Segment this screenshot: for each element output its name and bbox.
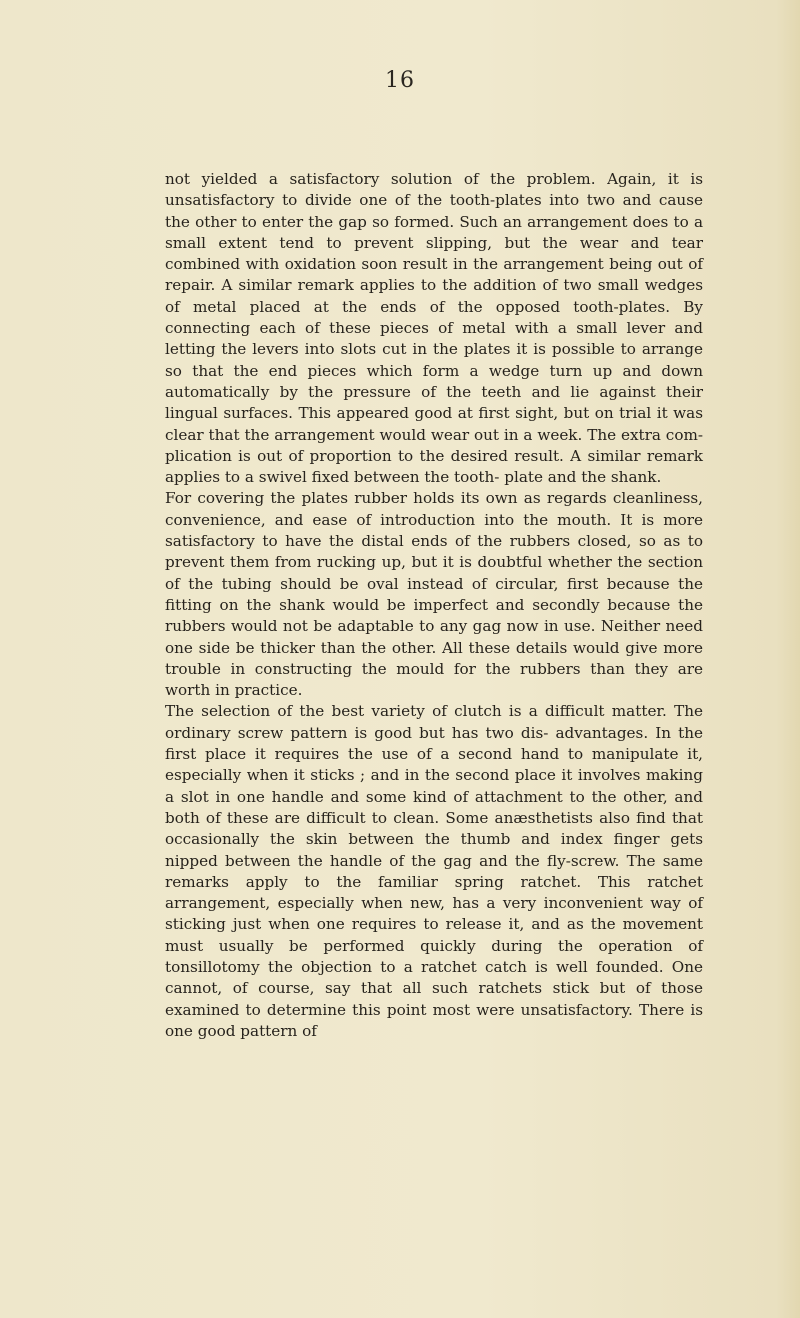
body-text [165,169,703,1042]
page-number: 16 [385,68,415,93]
paragraph-2: For covering the plates rubber holds its own as regards cleanliness, convenience, and ease of introduction into the mouth. It is more satisfactory to have the distal ends of the rubbers closed, so as to prevent them from rucking up, but it is doubtful whether the section of the tubing should be oval instead of circular, first because the fitting on the shank would be imperfect and secondly because the rubbers would not be adaptable to any gag now in use. Neither need one side be thicker than the other. All these details would give more trouble in constructing the mould for the rubbers than they are worth in practice. [165,489,703,700]
paragraph-1: not yielded a satisfactory solution of the problem. Again, it is unsatisfactory to divide one of the tooth-plates into two and cause the other to enter the gap so formed. Such an arrangement does to a small extent tend to prevent slipping, but the wear and tear combined with oxidation soon result in the arrangement being out of repair. A similar remark applies to the addition of two small wedges of metal placed at the ends of the opposed tooth-plates. By connecting each of these pieces of metal with a small lever and letting the levers into slots cut in the plates it is possible to arrange so that the end pieces which form a wedge turn up and down automatically by the pressure of the teeth and lie against their lingual surfaces. This appeared good at first sight, but on trial it was clear that the arrangement would wear out in a week. The extra com- plication is out of proportion to the desired result. A similar remark applies to a swivel fixed between the tooth- plate and the shank. [165,170,703,487]
paragraph-3: The selection of the best variety of clutch is a difficult matter. The ordinary screw pattern is good but has two dis- advantages. In the first place it requires the use of a second hand to manipulate it, especially when it sticks ; and in the second place it involves making a slot in one handle and some kind of attachment to the other, and both of these are difficult to clean. Some anæsthetists also find that occasionally the skin between the thumb and index finger gets nipped between the handle of the gag and the fly-screw. The same remarks apply to the familiar spring ratchet. This ratchet arrangement, especially when new, has a very inconvenient way of sticking just when one requires to release it, and as the movement must usually be performed quickly during the operation of tonsillotomy the objection to a ratchet catch is well founded. One cannot, of course, say that all such ratchets stick but of those examined to determine this point most were unsatisfactory. There is one good pattern of [165,702,703,1040]
